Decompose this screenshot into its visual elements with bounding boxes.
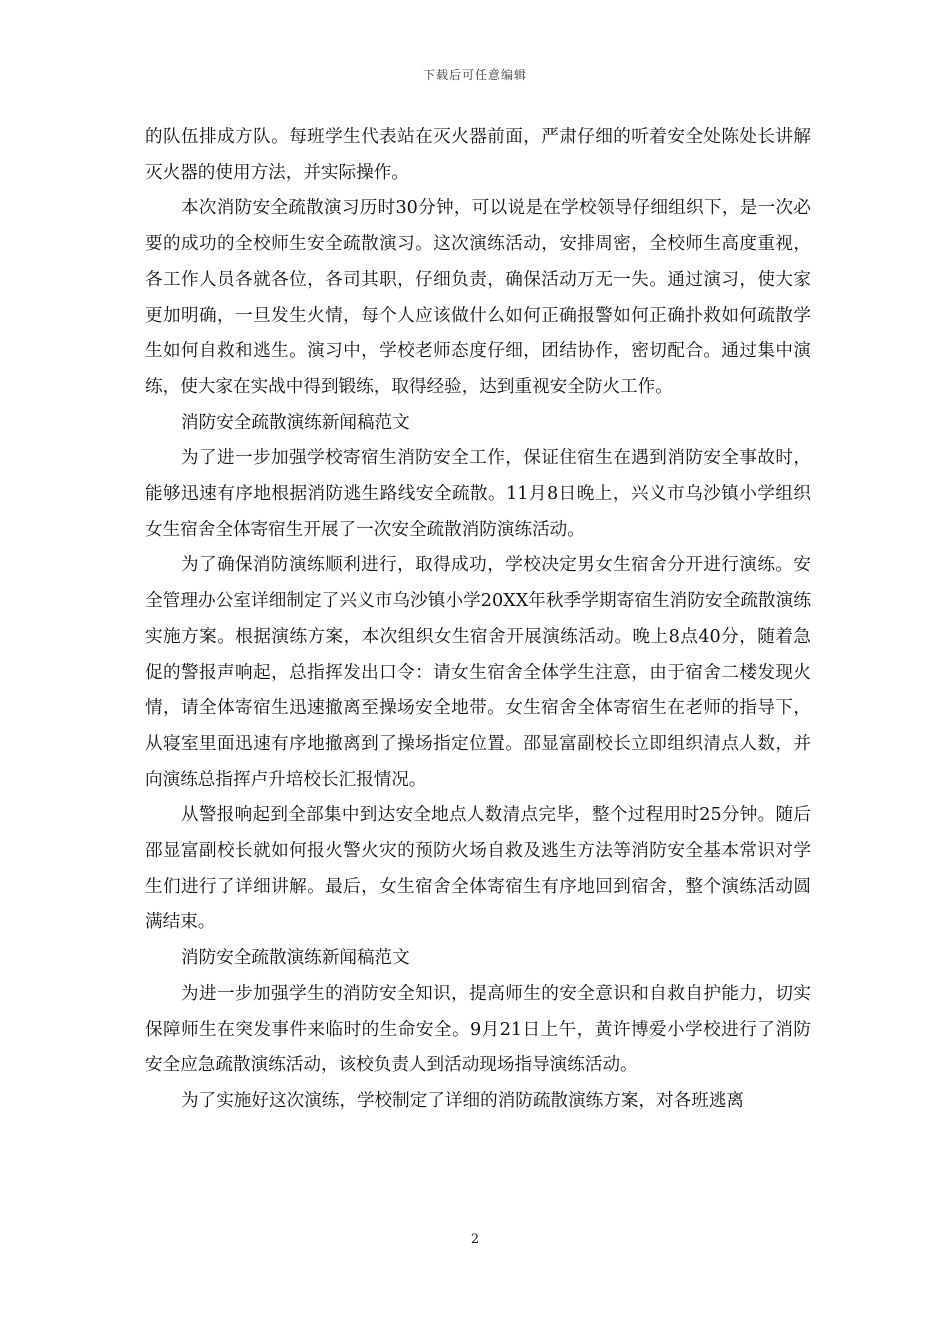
- paragraph-drill-summary: 本次消防安全疏散演习历时30分钟，可以说是在学校领导仔细组织下，是一次必要的成功的全校师生安全疏散演习。这次演练活动，安排周密，全校师生高度重视，各工作人员各就各位，各司其职，仔细负责，确保活动万无一失。通过演习，使大家更加明确，一旦发生火情，每个人应该做什么如何正确报警如何正确扑救如何疏散学生如何自救和逃生。演习中，学校老师态度仔细，团结协作，密切配合。通过集中演练，使大家在实战中得到锻练，取得经验，达到重视安全防火工作。: [145, 198, 811, 397]
- page-number: 2: [470, 1232, 480, 1247]
- paragraph-drill-process: 为了确保消防演练顺利进行，取得成功，学校决定男女生宿舍分开进行演练。安全管理办公室详细制定了兴义市乌沙镇小学20XX年秋季学期寄宿生消防安全疏散演练实施方案。根据演练方案，本次组织女生宿舍开展演练活动。晚上8点40分，随着急促的警报声响起，总指挥发出口令：请女生宿舍全体学生注意，由于宿舍二楼发现火情，请全体寄宿生迅速撤离至操场安全地带。女生宿舍全体寄宿生在老师的指导下，从寝室里面迅速有序地撤离到了操场指定位置。邵显富副校长立即组织清点人数，并向演练总指挥卢升培校长汇报情况。: [145, 555, 811, 790]
- paragraph-continuation: 的队伍排成方队。每班学生代表站在灭火器前面，严肃仔细的听着安全处陈处长讲解灭火器的使用方法，并实际操作。: [145, 127, 811, 183]
- page-header: 下载后可任意编辑: [422, 68, 527, 82]
- paragraph-boarding-intro: 为了进一步加强学校寄宿生消防安全工作，保证住宿生在遇到消防安全事故时，能够迅速有序地根据消防逃生路线安全疏散。11月8日晚上，兴义市乌沙镇小学组织女生宿舍全体寄宿生开展了一次安全疏散消防演练活动。: [145, 448, 811, 540]
- section-title-2: 消防安全疏散演练新闻稿范文: [181, 948, 410, 969]
- paragraph-drill-result: 从警报响起到全部集中到达安全地点人数清点完毕，整个过程用时25分钟。随后邵显富副校长就如何报火警火灾的预防火场自救及逃生方法等消防安全基本常识对学生们进行了详细讲解。最后，女生宿舍全体寄宿生有序地回到宿舍，整个演练活动圆满结束。: [145, 805, 811, 933]
- section-title-1: 消防安全疏散演练新闻稿范文: [181, 412, 410, 433]
- document-body: [145, 120, 811, 1120]
- paragraph-huangxu-intro: 为进一步加强学生的消防安全知识，提高师生的安全意识和自救自护能力，切实保障师生在突发事件来临时的生命安全。9月21日上午，黄许博爱小学校进行了消防安全应急疏散演练活动，该校负责人到活动现场指导演练活动。: [145, 983, 811, 1076]
- paragraph-huangxu-plan: 为了实施好这次演练，学校制定了详细的消防疏散演练方案，对各班逃离: [181, 1090, 745, 1111]
